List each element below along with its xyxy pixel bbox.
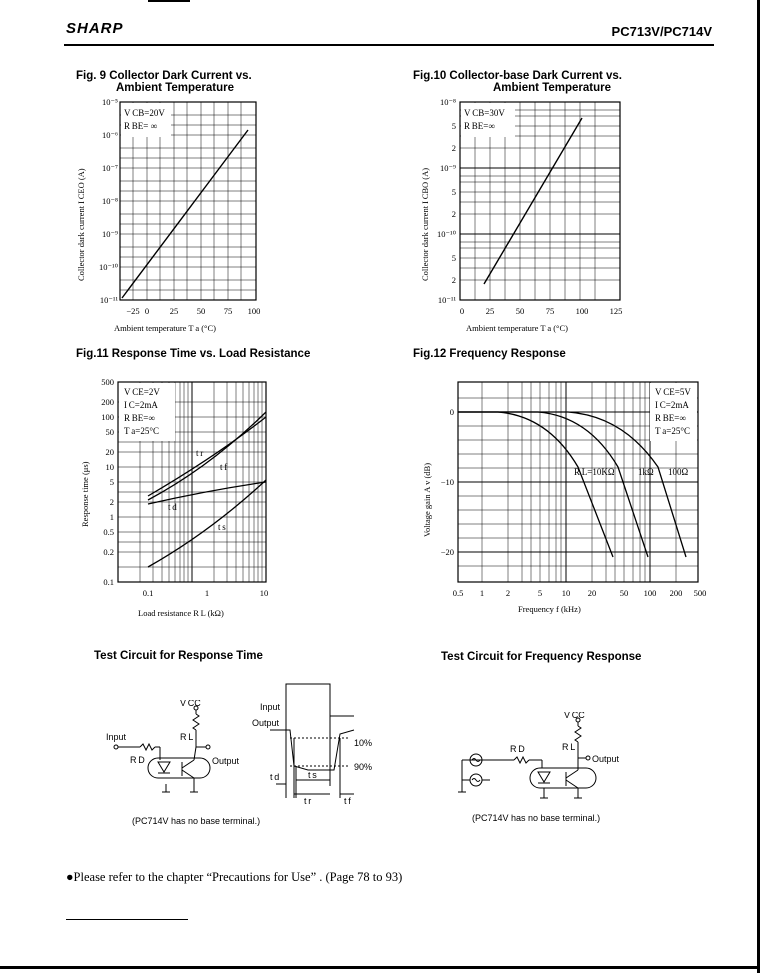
circuit-response-title: Test Circuit for Response Time: [94, 650, 263, 662]
fig12-curve-1k: [458, 412, 648, 557]
wave-ts: t s: [308, 770, 317, 780]
part-number: PC713V/PC714V: [611, 24, 712, 39]
fig11-cond: I C=2mA: [124, 400, 158, 410]
fig12-label-1k: 1kΩ: [638, 467, 654, 477]
precautions-note: ●Please refer to the chapter “Precautions for Use” . (Page 78 to 93): [66, 870, 403, 884]
fig11-ytick: 20: [105, 447, 114, 457]
fig11-ytick: 2: [109, 497, 114, 507]
fig11-ytick: 0.1: [103, 577, 114, 587]
fig9-ytick: 10⁻⁷: [102, 163, 118, 173]
fig12-curve-10k: [458, 412, 613, 557]
fig9-title-line1: Fig. 9 Collector Dark Current vs.: [76, 70, 252, 82]
fig11-ytick: 0.2: [103, 547, 114, 557]
fig12-title: Fig.12 Frequency Response: [413, 348, 566, 360]
fig10-ytick: 10⁻⁹: [440, 163, 456, 173]
bottom-rule: [0, 966, 760, 969]
fig11-cond: R BE=∞: [124, 413, 155, 423]
fig11-title: Fig.11 Response Time vs. Load Resistance: [76, 348, 311, 360]
wave-90pct: 90%: [354, 762, 373, 772]
response-waveform: [250, 676, 380, 806]
fig12-ytick: −20: [440, 547, 454, 557]
fig11-xlabel: Load resistance R L (kΩ): [138, 608, 224, 618]
fig10-ytick: 10⁻¹⁰: [437, 229, 456, 239]
frequency-circuit: [452, 712, 652, 812]
fig9-xtick: 75: [223, 306, 233, 316]
header-rule: [64, 44, 714, 46]
rt-note: (PC714V has no base terminal.): [132, 816, 261, 826]
fig9-ytick: 10⁻⁵: [102, 97, 118, 107]
fig11-cond: V CE=2V: [124, 387, 160, 397]
fr-note: (PC714V has no base terminal.): [472, 813, 601, 823]
fig9-ylabel: Collector dark current I CEO (A): [76, 168, 86, 281]
fig12-xtick: 20: [587, 588, 597, 598]
fig10-xtick: 0: [459, 306, 465, 316]
footnote-rule: [66, 919, 188, 920]
fig11-ytick: 500: [101, 377, 114, 387]
wave-input-label: Input: [260, 702, 281, 712]
fig10-cond-vcb: V CB=30V: [464, 108, 505, 118]
fig12-xtick: 200: [669, 588, 683, 598]
fig9-ytick: 10⁻⁶: [102, 130, 118, 140]
fig10-ytick: 10⁻¹¹: [437, 295, 456, 305]
fr-rl-label: R L: [562, 742, 576, 752]
rt-output-label: Output: [212, 756, 240, 766]
fig10-xlabel: Ambient temperature T a (°C): [466, 323, 568, 333]
fig9-chart: [70, 96, 270, 336]
wave-tr: t r: [304, 796, 312, 806]
top-mark: [148, 0, 190, 2]
fig11-label-ts: t s: [218, 522, 226, 532]
wave-tf: t f: [344, 796, 351, 806]
fig12-chart: [418, 372, 713, 622]
fig9-xtick: 50: [196, 306, 206, 316]
wave-td: t d: [270, 772, 280, 782]
fig11-ytick: 1: [109, 512, 114, 522]
fig9-xtick: 100: [247, 306, 261, 316]
fig11-ytick: 50: [105, 427, 114, 437]
fig12-cond: I C=2mA: [655, 400, 689, 410]
fig12-xtick: 0.5: [452, 588, 464, 598]
sharp-logo: SHARP: [66, 20, 124, 37]
fig11-xtick: 10: [259, 588, 269, 598]
fig12-xtick: 5: [537, 588, 543, 598]
rt-input-label: Input: [106, 732, 127, 742]
fig10-xtick: 100: [575, 306, 589, 316]
fig10-ytick: 5: [451, 253, 456, 263]
rt-vcc-label: V CC: [180, 700, 201, 708]
fig12-ytick: −10: [440, 477, 454, 487]
fig10-ytick: 10⁻⁸: [440, 97, 456, 107]
fig12-xtick: 50: [619, 588, 629, 598]
fig12-cond: T a=25°C: [655, 426, 690, 436]
wave-10pct: 10%: [354, 738, 373, 748]
fig10-cond-rbe: R BE=∞: [464, 121, 495, 131]
fig11-ytick: 10: [105, 462, 114, 472]
fig12-xtick: 1: [479, 588, 485, 598]
fr-rd-label: R D: [510, 744, 525, 754]
fig9-xtick: 25: [169, 306, 179, 316]
fig11-xtick: 0.1: [142, 588, 154, 598]
fig9-ytick: 10⁻⁹: [102, 229, 118, 239]
fig11-curve-ts: [148, 480, 266, 567]
fig10-xtick: 125: [609, 306, 623, 316]
fig10-ytick: 2: [451, 143, 456, 153]
fig9-ytick: 10⁻¹¹: [99, 295, 118, 305]
rt-rl-label: R L: [180, 732, 194, 742]
fig9-xtick: 0: [144, 306, 150, 316]
fig12-ytick: 0: [449, 407, 454, 417]
fig11-xtick: 1: [204, 588, 210, 598]
fig12-cond: R BE=∞: [655, 413, 686, 423]
fig9-cond-vcb: V CB=20V: [124, 108, 165, 118]
fig10-xtick: 25: [485, 306, 495, 316]
fig9-ytick: 10⁻¹⁰: [99, 262, 118, 272]
fig10-title: [413, 70, 622, 94]
fig12-xtick: 500: [693, 588, 707, 598]
wave-output-label: Output: [252, 718, 280, 728]
fig9-ytick: 10⁻⁸: [102, 196, 118, 206]
fig11-label-tf: t f: [220, 462, 228, 472]
fr-vcc-label: V CC: [564, 712, 585, 720]
fig9-xtick: −25: [126, 306, 140, 316]
fig10-ytick: 5: [451, 121, 456, 131]
fig11-chart: [70, 372, 285, 622]
fig10-title-line2: Ambient Temperature: [493, 82, 612, 94]
fig11-ytick: 100: [101, 412, 114, 422]
fr-output-label: Output: [592, 754, 620, 764]
fig12-ylabel: Voltage gain A v (dB): [422, 462, 432, 537]
fig12-label-10k: R L=10KΩ: [574, 467, 615, 477]
fig10-xtick: 75: [545, 306, 555, 316]
fig10-ylabel: Collector dark current I CBO (A): [420, 167, 430, 281]
fig9-title-line2: Ambient Temperature: [116, 82, 235, 94]
fig12-xlabel: Frequency f (kHz): [518, 604, 581, 614]
fig10-chart: [410, 96, 630, 336]
fig10-curve: [484, 118, 582, 284]
circuit-frequency-title: Test Circuit for Frequency Response: [441, 651, 642, 663]
fig11-cond: T a=25°C: [124, 426, 159, 436]
fig12-xtick: 2: [505, 588, 511, 598]
rt-rd-label: R D: [130, 755, 145, 765]
fig11-label-td: t d: [168, 502, 177, 512]
fig11-label-tr: t r: [196, 448, 204, 458]
fig9-xlabel: Ambient temperature T a (°C): [114, 323, 216, 333]
fig10-ytick: 5: [451, 187, 456, 197]
fig10-xtick: 50: [515, 306, 525, 316]
fig10-ytick: 2: [451, 275, 456, 285]
fig11-ytick: 5: [109, 477, 114, 487]
fig9-title: [76, 70, 252, 94]
fig10-ytick: 2: [451, 209, 456, 219]
fig11-ylabel: Response time (μs): [80, 461, 90, 527]
fig12-xtick: 10: [561, 588, 571, 598]
fig11-ytick: 0.5: [103, 527, 114, 537]
fig10-title-line1: Fig.10 Collector-base Dark Current vs.: [413, 70, 622, 82]
response-circuit: [100, 700, 260, 810]
fig12-xtick: 100: [643, 588, 657, 598]
fig12-label-100: 100Ω: [668, 467, 689, 477]
fig9-cond-rbe: R BE= ∞: [124, 121, 158, 131]
fig12-cond: V CE=5V: [655, 387, 691, 397]
fig11-ytick: 200: [101, 397, 114, 407]
